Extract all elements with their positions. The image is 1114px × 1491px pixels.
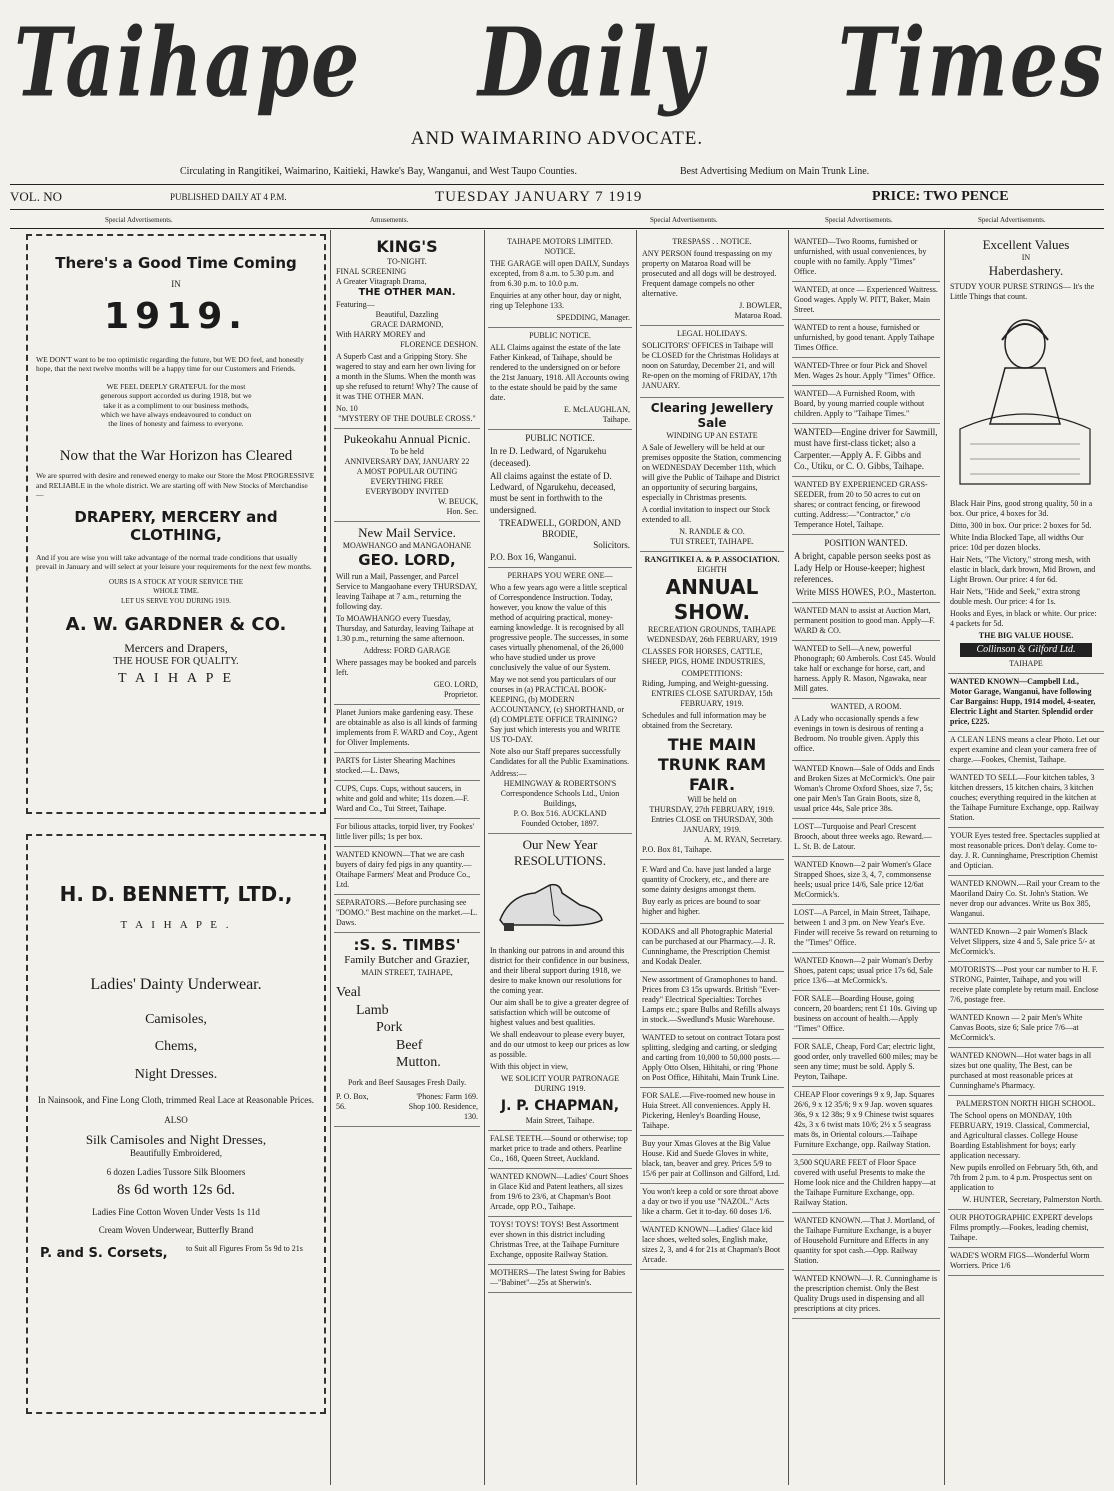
ryan-box: P.O. Box 81, Taihape. [642, 845, 712, 854]
photo-expert-notice: OUR PHOTOGRAPHIC EXPERT develops Films promptly.—Fookes, leading chemist, Taihape. [948, 1210, 1104, 1248]
vests-line: Ladies Fine Cotton Woven Under Vests 1s 11d [92, 1207, 260, 1218]
randle-name: N. RANDLE & CO. [679, 527, 745, 536]
year-heading: 1919. [104, 296, 248, 337]
canvas-boots-notice: WANTED Known — 2 pair Men's White Canvas Boots, size 6; Sale price 7/6—at McCormick's. [948, 1010, 1104, 1048]
corsets-heading: P. and S. Corsets, [40, 1245, 168, 1261]
haberdashery-heading: Haberdashery. [988, 263, 1064, 279]
mercers-line: Mercers and Drapers, [124, 640, 228, 655]
florence-deshon: FLORENCE DESHON. [400, 339, 478, 349]
bennett-town: T A I H A P E . [120, 919, 232, 931]
timbs-contacts [336, 1092, 478, 1122]
timbs-heading: :S. S. TIMBS' [353, 935, 461, 954]
kings-advert [334, 234, 480, 429]
bowler-signature: J. BOWLER, [739, 301, 782, 310]
ledward-paragraph: All claims against the estate of D. Ledward, of Ngarukehu, deceased, must be sent in forthwith to the undersigned. [490, 470, 616, 515]
boarding-house-notice: FOR SALE—Boarding House, going concern, 20 boarders; rent £1 10s. Giving up business on account of health.—Apply "Times" Office. [792, 991, 940, 1039]
section-rule [10, 228, 1104, 229]
tape-item: White India Blocked Tape, all widths Our price: 10d per dozen blocks. [950, 532, 1084, 552]
chapman-name: J. P. CHAPMAN, [500, 1098, 620, 1115]
position-heading: POSITION WANTED. [824, 538, 908, 548]
section-head-col4: Special Advertisements. [650, 216, 718, 224]
picnic-date: ANNIVERSARY DAY, JANUARY 22 [344, 456, 470, 466]
camisoles-line: Camisoles, [145, 1011, 207, 1027]
perhaps-paragraph: Who a few years ago were a little sceptical of Correspondence Instruction. Today, however, you know the value of this method of acquiring practical, money-earning knowledge. It is recognised by all progressive people. The successes, in some cases virtually phenomenal, of the 26,000 who have studied under us prove conclusively the value of our System. [490, 582, 629, 672]
cups-notice: CUPS, Cups. Cups, without saucers, in white and gold and white; 11s dozen.—F. Ward and Co., Tui Street, Taihape. [334, 781, 480, 819]
spedding-signature: SPEDDING, Manager. [556, 313, 630, 322]
treadwell-signature: TREADWELL, GORDON, AND BRODIE, [499, 517, 621, 539]
show-classes: CLASSES FOR HORSES, CATTLE, SHEEP, PIGS, HOME INDUSTRIES, [642, 647, 766, 666]
false-teeth-notice: FALSE TEETH.—Sound or otherwise; top market price to trade and others. Pearline Co., 168, Queen Street, Auckland. [488, 1131, 632, 1169]
chapman-solicit: WE SOLICIT YOUR PATRONAGE DURING 1919. [500, 1074, 620, 1094]
clean-lens-notice: A CLEAN LENS means a clear Photo. Let our expert examine and clean your camera free of charge.—Fookes, Chemist, Taihape. [948, 732, 1104, 770]
house-for-sale-notice: FOR SALE.—Five-roomed new house in Huia Street. All conveniences. Apply H. Pickering, Henley's Boarding House, Taihape. [640, 1088, 784, 1136]
winding-up-line: WINDING UP AN ESTATE [666, 431, 758, 440]
trespass-paragraph: ANY PERSON found trespassing on my property on Mataroa Road will be prosecuted and all dogs will be destroyed. Frequent damage compels no other alternative. [642, 249, 777, 298]
lost-brooch-notice: LOST—Turquoise and Pearl Crescent Brooch, about three weeks ago. Reward.—L. St. B. de Latour. [792, 819, 940, 857]
info-bar-rule [10, 209, 1104, 210]
ram-fair-held: Will be held on [687, 795, 737, 804]
mutton-line: Mutton. [396, 1055, 441, 1070]
also-label: ALSO [164, 1114, 188, 1125]
sausages-line: Pork and Beef Sausages Fresh Daily. [347, 1077, 467, 1087]
eyes-tested-notice: YOUR Eyes tested free. Spectacles supplied at most reasonable prices. Don't delay. Come to-day. J. R. Cunninghame, Prescription Chemist and Optician. [948, 828, 1104, 876]
show-date: WEDNESDAY, 26th FEBRUARY, 1919 [646, 635, 778, 644]
solicitors-role: Solicitors. [593, 540, 630, 551]
mail-paragraph: Will run a Mail, Passenger, and Parcel Service to Mangaohane every THURSDAY, leaving Taihape at 7 a.m., returning the following day. [336, 571, 477, 611]
cream-underwear-line: Cream Woven Underwear, Butterfly Brand [98, 1224, 254, 1235]
ryan-signature: A. M. RYAN, Secretary. [704, 835, 782, 844]
staff-note: Note also our Staff prepares successfully Candidates for all the Public Examinations. [490, 746, 630, 766]
glace-shoes-notice: WANTED KNOWN—Ladies' Glace kid lace shoes, welted soles, English make, sizes 2, 3, and 4 for 21s at Chapman's Boot Arcade. [640, 1222, 784, 1270]
column-divider [788, 230, 789, 1485]
chapman-advert [488, 834, 632, 1131]
war-horizon-heading: Now that the War Horizon has Cleared [59, 447, 293, 464]
hooks-eyes-item: Hooks and Eyes, in black or white. Our price: 4 packets for 5d. [950, 608, 1097, 628]
annual-show-heading: ANNUAL SHOW. [665, 575, 759, 624]
mortland-notice: WANTED KNOWN.—That J. Mortland, of the Taihape Furniture Exchange, is a buyer of Household Furniture and Effects in any quantity for spot cash.—Opp. Railway Station. [792, 1213, 940, 1271]
lord-name: GEO. LORD, [358, 550, 456, 569]
mail-route: MOAWHANGO and MANGAOHANE [342, 540, 472, 550]
hair-nets-victory-item: Hair Nets, "The Victory," strong mesh, with elastic in black, dark brown, Mid Brown, and Light Brown. Our price: 4 for 6d. [950, 554, 1096, 584]
ram-fair-date: THURSDAY, 27th FEBRUARY, 1919. [649, 805, 775, 814]
crockery-buy-early: Buy early as prices are bound to soar higher and higher. [642, 897, 761, 916]
vitagraph-line: A Greater Vitagraph Drama, [336, 277, 427, 286]
timbs-phones: 'Phones: Farm 169. Shop 100. Residence, 130. [408, 1091, 478, 1121]
other-man-title: THE OTHER MAN. [358, 287, 456, 298]
xmas-gloves-notice: Buy your Xmas Gloves at the Big Value House. Kid and Suede Gloves in white, black, tan, beaver and grey. Prices 5/9 to 15/6 per pair at Collinson and Gilford, Ltd. [640, 1136, 784, 1184]
show-entries: ENTRIES CLOSE SATURDAY, 15th FEBRUARY, 1919. [651, 689, 773, 708]
purse-strings-line: STUDY YOUR PURSE STRINGS— It's the Little Things that count. [950, 281, 1095, 301]
masthead-title-left: Taihape [14, 6, 362, 119]
episode-number: No. 10 [336, 403, 358, 413]
gramophones-notice: New assortment of Gramophones to hand. Prices from £3 15s upwards. British "Ever-ready" Electrical Specialties: Torches Lamps etc.; spare Bulbs and Refills always in stock.—Swedlund's Music Warehouse. [640, 972, 784, 1030]
court-shoes-notice: WANTED KNOWN—Ladies' Court Shoes in Glace Kid and Patent leathers, all sizes from 19/6 to 23/6, at Chapman's Boot Arcade, opp P.O., Taihape. [488, 1169, 632, 1217]
school-heading: PALMERSTON NORTH HIGH SCHOOL. [956, 1099, 1096, 1108]
hemingway-box: P. O. Box 516. AUCKLAND [513, 808, 607, 818]
ford-car-notice: FOR SALE, Cheap, Ford Car; electric light, good order, only travelled 600 miles; may be seen any time; must be sold. Apply S. Peyton, Taihape. [792, 1039, 940, 1087]
lord-role: Proprietor. [444, 689, 478, 699]
paragraph-optimistic: WE DON'T want to be too optimistic regarding the future, but WE DO feel, and honestly hope, that the next twelve months will be a happy time for our Customers and Friends. [36, 355, 304, 374]
kodaks-notice: KODAKS and all Photographic Material can be purchased at our Pharmacy.—J. R. Cunninghame, the Prescription Chemist and Kodak Dealer. [640, 924, 784, 972]
serve-you-line: LET US SERVE YOU DURING 1919. [121, 597, 231, 606]
bowler-address: Mataroa Road. [734, 311, 782, 320]
picnic-held: To be held [390, 446, 424, 456]
tonight-label: TO-NIGHT. [387, 257, 427, 266]
crockery-notice [640, 860, 784, 924]
column-2 [334, 234, 480, 1485]
circulation-note: Circulating in Rangitikei, Waimarino, Kaitieki, Hawke's Bay, Wanganui, and West Taupo Counties. [180, 166, 577, 177]
jewellery-heading: Clearing Jewellery Sale [650, 401, 774, 430]
crockery-paragraph: F. Ward and Co. have just landed a large quantity of Crockery, etc., and there are some dainty designs amongst them. [642, 865, 772, 894]
odds-ends-notice: WANTED Known—Sale of Odds and Ends and Broken Sizes at McCormick's. One pair Woman's Chrome Oxford Shoes, size 7, 5s; one pair Men's Tan Grain Boots, size 8, usual price 44s, Sale price 38s. [792, 761, 940, 819]
strapped-shoes-notice: WANTED Known—2 pair Women's Glace Strapped Shoes, size 3, 4, 7, commonsense heels; usual price 14/6, Sale price 12/6at McCormick's. [792, 857, 940, 905]
eighth-label: EIGHTH [697, 565, 727, 574]
picnic-free: EVERYTHING FREE [370, 476, 444, 486]
moawhango-paragraph: To MOAWHANGO every Tuesday, Thursday, and Saturday, leaving Taihape at 1.30 p.m., returning the same afternoon. [336, 613, 474, 643]
column-6 [948, 234, 1104, 1485]
column-divider [330, 230, 331, 1485]
hot-water-bags-notice: WANTED KNOWN—Hot water bags in all sizes but one quality, The Best, can be purchased at most reasonable prices at Cunninghame's Pharmacy. [948, 1048, 1104, 1096]
masthead-title-mid: Daily [478, 6, 706, 119]
rent-house-notice: WANTED to rent a house, furnished or unfurnished, by good tenant. Apply Taihape Times Office. [792, 320, 940, 358]
separators-notice: SEPARATORS.—Before purchasing see "DOMO." Best machine on the market.—L. Daws. [334, 895, 480, 933]
issue-date: TUESDAY JANUARY 7 1919 [435, 189, 643, 205]
floor-space-notice: 3,500 SQUARE FEET of Floor Space covered with useful Presents to make the Home look nice and the Children happy—at the Taihape Furniture Exchange, opp. Railway Station. [792, 1155, 940, 1213]
motorists-notice: MOTORISTS—Post your car number to H. F. STRONG, Painter, Taihape, and you will receive plate complete by return mail. Enclose 7/6, postage free. [948, 962, 1104, 1010]
kitchen-furniture-notice: WANTED TO SELL—Four kitchen tables, 3 kitchen dressers, 15 kitchen chairs, 3 kitchen couches; everything required in the kitchen at the Taihape Furniture Exchange, opp. Railway Station. [948, 770, 1104, 828]
mystery-title: "MYSTERY OF THE DOUBLE CROSS." [338, 413, 476, 423]
picnic-heading: Pukeokahu Annual Picnic. [343, 431, 471, 446]
gardner-advert [26, 234, 326, 814]
good-time-heading: There's a Good Time Coming [55, 254, 297, 272]
ledward-title: In re D. Ledward, of Ngarukehu (deceased). [490, 446, 607, 468]
perhaps-heading: PERHAPS YOU WERE ONE— [507, 570, 613, 580]
legal-heading: LEGAL HOLIDAYS. [676, 329, 748, 338]
column-4 [640, 234, 784, 1485]
bennett-advert [26, 834, 326, 1414]
lamb-line: Lamb [356, 1002, 389, 1018]
engine-driver-notice: WANTED—Engine driver for Sawmill, must have first-class ticket; also a Carpenter.—Apply A. F. Gibbs and Co., Utiku, or C. O. Gibbs, Taihape. [792, 424, 940, 477]
competitions-label: COMPETITIONS: [681, 669, 743, 678]
two-rooms-notice: WANTED—Two Rooms, furnished or unfurnished, with usual conveniences, by couple with no family. Apply "Times" Office. [792, 234, 940, 282]
posts-contract-notice: WANTED to setout on contract Totara post splitting, sledging and carting, or sledging and carting from 10,000 to 50,000 posts.—Apply Otto Olsen, Hihitahi, or ring 'Phone on Post Office, Hihitahi, Main Trunk Line. [640, 1030, 784, 1088]
position-contact: Write MISS HOWES, P.O., Masterton. [795, 587, 937, 597]
haberdashery-in: IN [1021, 253, 1031, 263]
lady-illustration [950, 304, 1100, 494]
phonograph-notice: WANTED to Sell—A new, powerful Phonograph; 60 Amberols. Cost £45. Would take half or exchange for horse, cart, and harness. Apply R. Mason, Ngawaka, near Mill gates. [792, 641, 940, 699]
hemingway-name: HEMINGWAY & ROBERTSON'S [503, 778, 617, 788]
annual-show-advert [640, 552, 784, 860]
public-notice-heading: PUBLIC NOTICE. [529, 331, 591, 340]
section-head-col5: Special Advertisements. [825, 216, 893, 224]
column-3 [488, 234, 632, 1485]
show-grounds: RECREATION GROUNDS, TAIHAPE [648, 625, 776, 634]
chapman-thanks: In thanking our patrons in and around this district for their confidence in our business, and their liberal support during 1918, we desire to make known our resolutions for the coming year. [490, 946, 630, 996]
picnic-signature: W. BEUCK, [438, 496, 478, 506]
timbs-po-box: P. O. Box, 56. [336, 1091, 369, 1111]
pigs-notice: WANTED KNOWN—That we are cash buyers of dairy fed pigs in any quantity.—Otaihape Farmers' Meat and Produce Co., Ltd. [334, 847, 480, 895]
position-wanted-notice [792, 535, 940, 603]
babinet-notice: MOTHERS—The latest Swing for Babies—"Babinet"—25s at Sherwin's. [488, 1265, 632, 1293]
kings-heading: KING'S [376, 237, 438, 256]
motors-heading: TAIHAPE MOTORS LIMITED. [507, 237, 613, 246]
randle-address: TUI STREET, TAIHAPE. [670, 537, 754, 546]
toys-notice: TOYS! TOYS! TOYS! Best Assortment ever shown in this district including Christmas Tree, at the Taihape Furniture Exchange, opposite Railway Station. [488, 1217, 632, 1265]
picnic-popular: A MOST POPULAR OUTING [356, 466, 458, 476]
info-bar [10, 189, 1104, 209]
harry-morey: With HARRY MOREY and [336, 329, 426, 339]
chapman-object: With this object in view, [490, 1062, 569, 1072]
section-head-col1: Special Advertisements. [105, 216, 173, 224]
paragraph-grateful: WE FEEL DEEPLY GRATEFUL for the most generous support accorded us during 1918, but we take it as a compliment to our business methods, which we have always endeavoured to conduct on the lines of honesty and fairness to everyone. [100, 381, 252, 429]
public-notice-heading-2: PUBLIC NOTICE. [525, 433, 595, 443]
big-value-house: THE BIG VALUE HOUSE. [978, 630, 1074, 640]
underwear-heading: Ladies' Dainty Underwear. [90, 975, 262, 993]
hair-pins-item: Black Hair Pins, good strong quality, 50 in a box. Our price, 4 boxes for 3d. [950, 498, 1093, 518]
column-1 [26, 234, 326, 1485]
veal-line: Veal [336, 985, 361, 1000]
corsets-note: to Suit all Figures From 5s 9d to 21s [186, 1243, 303, 1253]
bloomers-price: 8s 6d worth 12s 6d. [117, 1181, 235, 1198]
mail-booked: Where passages may be booked and parcels left. [336, 657, 477, 677]
collinson-town: TAIHAPE [1009, 659, 1043, 668]
motors-notice-label: NOTICE. [544, 247, 576, 256]
hemingway-advert [488, 568, 632, 834]
courses-paragraph: May we not send you particulars of our courses in (a) PRACTICAL BOOK-KEEPING, (b) MODERN ACCOUNTANCY, (c) SHORTHAND, or (d) COMPLETE OFFICE TRAINING? Say just which interests you and WRITE US TO-DAY. [490, 674, 625, 744]
ledward-notice [488, 430, 632, 568]
legal-holidays-notice [640, 326, 784, 398]
picnic-invited: EVERYBODY INVITED [365, 486, 449, 496]
kinkead-claims: ALL Claims against the estate of the late Father Kinkead, of Taihape, should be rendered to the undersigned on or before the 21st January, 1918. All Accounts owing to the estate should be paid by the same date. [490, 343, 630, 402]
grass-seeder-notice: WANTED BY EXPERIENCED GRASS-SEEDER, from 20 to 50 acres to cut on shares; or contract fencing, or firewood cutting. Address:—"Contractor," c/o Temperance Hotel, Taihape. [792, 477, 940, 535]
planet-juniors-notice: Planet Juniors make gardening easy. These are obtainable as also is all kinds of farming implements from F. WARD and Coy., Agent for Oliver Implements. [334, 705, 480, 753]
jewellery-sale-advert [640, 398, 784, 552]
hair-nets-hide-seek-item: Hair Nets, "Hide and Seek," extra strong double mesh. Our price: 4 for 1s. [950, 586, 1081, 606]
wanted-room-notice [792, 699, 940, 761]
jewellery-invitation: A cordial invitation to inspect our Stock extended to all. [642, 505, 770, 524]
embroidered-line: Beautifully Embroidered, [130, 1148, 222, 1158]
lister-parts-notice: PARTS for Lister Shearing Machines stocked.—L. Daws, [334, 753, 480, 781]
nainsook-line: In Nainsook, and Fine Long Cloth, trimmed Real Lace at Reasonable Prices. [38, 1095, 314, 1106]
campbell-notice: WANTED KNOWN—Campbell Ltd., Motor Garage, Wanganui, have following Car Bargains: Hupp, 1914 model, 4-seater, Electric Light and Starter. Splendid order price, £225. [948, 674, 1104, 732]
picnic-role: Hon. Sec. [446, 506, 478, 516]
in-label: IN [171, 278, 181, 289]
wanted-room-heading: WANTED, A ROOM. [830, 702, 902, 712]
section-head-col6: Special Advertisements. [978, 216, 1046, 224]
chapman-aim: Our aim shall be to give a greater degree of satisfaction which will be outcome of highest values and best qualities. [490, 998, 629, 1028]
worm-figs-notice: WADE'S WORM FIGS—Wonderful Worm Worriers. Price 1/6 [948, 1248, 1104, 1276]
gardner-town: T A I H A P E [117, 671, 235, 686]
corsets-row [36, 1244, 316, 1274]
school-pupils: New pupils enrolled on February 5th, 6th, and 7th from 2 p.m. to 4 p.m. Prospectus sent on application to [950, 1163, 1098, 1192]
mail-service-advert [334, 522, 480, 705]
derby-shoes-notice: WANTED Known—2 pair Woman's Derby Shoes, patent caps; usual price 17s 6d, Sale price 13/6—at McCormick's. [792, 953, 940, 991]
jewellery-paragraph: A Sale of Jewellery will be held at our premises opposite the Station, commencing on WEDNESDAY December 11th, which will give the Public of Taihape and District an opportunity of securing bargains, especially in Christmas presents. [642, 443, 782, 502]
price: PRICE: TWO PENCE [872, 189, 1009, 204]
mail-heading: New Mail Service. [358, 524, 456, 540]
paragraph-wise: And if you are wise you will take advantage of the normal trade conditions that usually prevail in January and will select at your leisure your requirements for the next few months. [36, 553, 312, 572]
pork-line: Pork [376, 1020, 403, 1035]
column-5 [792, 234, 940, 1485]
wanganui-box: P.O. Box 16, Wanganui. [490, 551, 577, 562]
waitress-notice: WANTED, at once — Experienced Waitress. Good wages. Apply W. PITT, Baker, Main Street. [792, 282, 940, 320]
butcher-line: Family Butcher and Grazier, [344, 954, 470, 967]
bennett-name: H. D. BENNETT, LTD., [59, 882, 293, 906]
nazol-notice: You won't keep a cold or sore throat above a day or two if you use "NAZOL." Acts like a charm. Get it to-day. 60 doses 1/6. [640, 1184, 784, 1222]
hemingway-address-label: Address:— [490, 768, 527, 778]
timbs-advert [334, 933, 480, 1127]
trespass-heading: TRESPASS . . NOTICE. [672, 237, 752, 246]
paragraph-spurred: We are spurred with desire and renewed energy to make our Store the Most PROGRESSIVE and RELIABLE in the whole district. We are starting off with New Stocks of Merchandise — [36, 471, 315, 500]
competitions-list: Riding, Jumping, and Weight-guessing. [642, 679, 769, 688]
bilious-notice: For bilious attacks, torpid liver, try Fookes' little liver pills; 1s per box. [334, 819, 480, 847]
grace-darmond: GRACE DARMOND, [370, 319, 444, 329]
silk-heading: Silk Camisoles and Night Dresses, [85, 1131, 267, 1147]
collinson-logo: Collinson & Gilford Ltd. [960, 643, 1092, 658]
position-paragraph: A bright, capable person seeks post as Lady Help or House-keeper; highest references. [794, 551, 931, 584]
mail-address: Address: FORD GARAGE [363, 645, 451, 655]
column-divider [636, 230, 637, 1485]
stock-service-line: OURS IS A STOCK AT YOUR SERVICE THE WHOLE TIME. [109, 577, 243, 595]
chems-line: Chems, [154, 1039, 198, 1055]
masthead [0, 0, 1114, 250]
pick-shovel-notice: WANTED-Three or four Pick and Shovel Men. Wages 2s hour. Apply "Times" Office. [792, 358, 940, 386]
haberdashery-advert [948, 234, 1104, 674]
beef-line: Beef [396, 1037, 423, 1053]
excellent-values-heading: Excellent Values [982, 237, 1070, 252]
association-heading: RANGITIKEI A. & P. ASSOCIATION. [644, 555, 780, 564]
hunter-signature: W. HUNTER, Secretary, Palmerston North. [962, 1195, 1102, 1204]
shoe-illustration [490, 875, 610, 935]
kinkead-notice [488, 328, 632, 430]
hemingway-schools: Correspondence Schools Ltd., Union Buildings, [500, 788, 620, 808]
published-note: PUBLISHED DAILY AT 4 P.M. [170, 192, 287, 202]
auction-man-notice: WANTED MAN to assist at Auction Mart, permanent position to good man. Apply—F. WARD & CO. [792, 603, 940, 641]
final-screening: FINAL SCREENING [336, 267, 407, 276]
hemingway-founded: Founded October, 1897. [521, 818, 599, 828]
lost-parcel-notice: LOST—A Parcel, in Main Street, Taihape, between 1 and 3 pm. on New Year's Eve. Finder will receive 5s reward on returning to the "Times" Office. [792, 905, 940, 953]
trespass-notice [640, 234, 784, 326]
drapery-heading: DRAPERY, MERCERY and CLOTHING, [74, 507, 278, 545]
garage-hours: THE GARAGE will open DAILY, Sundays excepted, from 8 a.m. to 5.30 p.m. and from 6.30 p.m. to 10.0 p.m. [490, 259, 630, 288]
chapman-street: Main Street, Taihape. [525, 1115, 595, 1125]
beautiful-line: Beautiful, Dazzling [375, 309, 439, 319]
timbs-address: MAIN STREET, TAIHAPE, [361, 968, 453, 977]
mclaughlan-signature: E. McLAUGHLAN, [564, 405, 630, 414]
column-divider [484, 230, 485, 1485]
mclaughlan-town: Taihape. [602, 415, 630, 424]
motors-notice [488, 234, 632, 328]
garage-enquiries: Enquiries at any other hour, day or night, ring up Telephone 133. [490, 291, 622, 310]
top-rule [10, 184, 1104, 185]
cunninghame-notice: WANTED KNOWN—J. R. Cunninghame is the prescription chemist. Only the Best Quality Drugs used in dispensing and all prescriptions at city prices. [792, 1271, 940, 1319]
chapman-endeavour: We shall endeavour to please every buyer, and do our utmost to keep our prices as low as possible. [490, 1030, 630, 1060]
ram-fair-heading: THE MAIN TRUNK RAM FAIR. [657, 735, 767, 794]
gardner-name: A. W. GARDNER & CO. [65, 614, 287, 635]
lord-signature: GEO. LORD, [433, 679, 478, 689]
featuring-label: Featuring— [336, 299, 375, 309]
kings-plot: A Superb Cast and a Gripping Story. She wagered to stay and earn her own living for a month in the Slums. When the month was up she refused to return! Why? The cause of it was THE OTHER MAN. [336, 351, 478, 401]
nightdresses-line: Night Dresses. [134, 1066, 218, 1082]
tussore-line: 6 dozen Ladies Tussore Silk Bloomers [106, 1167, 246, 1178]
masthead-title-right: Times [838, 6, 1105, 119]
wanted-room-paragraph: A Lady who occasionally spends a few evenings in town is desirous of renting a Bedroom. No trouble given. Apply this office. [794, 714, 924, 754]
section-head-col2: Amusements. [370, 216, 409, 224]
volume-number: VOL. NO [10, 189, 62, 204]
masthead-subtitle: AND WAIMARINO ADVOCATE. [410, 128, 704, 149]
best-medium-note: Best Advertising Medium on Main Trunk Line. [680, 166, 870, 177]
floor-coverings-notice: CHEAP Floor coverings 9 x 9, Jap. Squares 26/6, 9 x 12 35/6; 9 x 9 Jap. woven squares 36s, 9 x 12 38s; 9 x 9 Chinese twist squares 42s, 3 x 6 twist mats 10/6; 2½ x 5 seagrass mats 8s, in Oriental colours.—Taihape Furniture Exchange, opp. Railway Station. [792, 1087, 940, 1155]
palmerston-school-notice [948, 1096, 1104, 1210]
dairy-cream-notice: WANTED KNOWN.—Rail your Cream to the Maoriland Dairy Co. St. John's Station. We never drop our advances. Write us Box 385, Wanganui. [948, 876, 1104, 924]
furnished-room-notice: WANTED—A Furnished Room, with Board, by young married couple without children. Apply to "Taihape Times." [792, 386, 940, 424]
picnic-advert [334, 429, 480, 522]
hair-pins-ditto-item: Ditto, 300 in box. Our price: 2 boxes for 5d. [950, 520, 1092, 530]
column-divider [944, 230, 945, 1485]
ram-fair-entries: Entries CLOSE on THURSDAY, 30th JANUARY, 1919. [651, 815, 773, 834]
legal-paragraph: SOLICITORS' OFFICES in Taihape will be CLOSED for the Christmas Holidays at noon on Saturday, December 21, and will Re-open on the morning of FRIDAY, 17th JANUARY. [642, 341, 779, 390]
school-paragraph: The School opens on MONDAY, 10th FEBRUARY, 1919. Classical, Commercial, and Agricultural classes. College House Boarding Establishment for boys; early application necessary. [950, 1111, 1090, 1160]
resolutions-heading: Our New Year RESOLUTIONS. [513, 836, 607, 868]
velvet-slippers-notice: WANTED Known—2 pair Women's Black Velvet Slippers, size 4 and 5, Sale price 5/- at McCormick's. [948, 924, 1104, 962]
show-schedules: Schedules and full information may be obtained from the Secretary. [642, 711, 767, 730]
house-quality-line: THE HOUSE FOR QUALITY. [113, 655, 239, 667]
